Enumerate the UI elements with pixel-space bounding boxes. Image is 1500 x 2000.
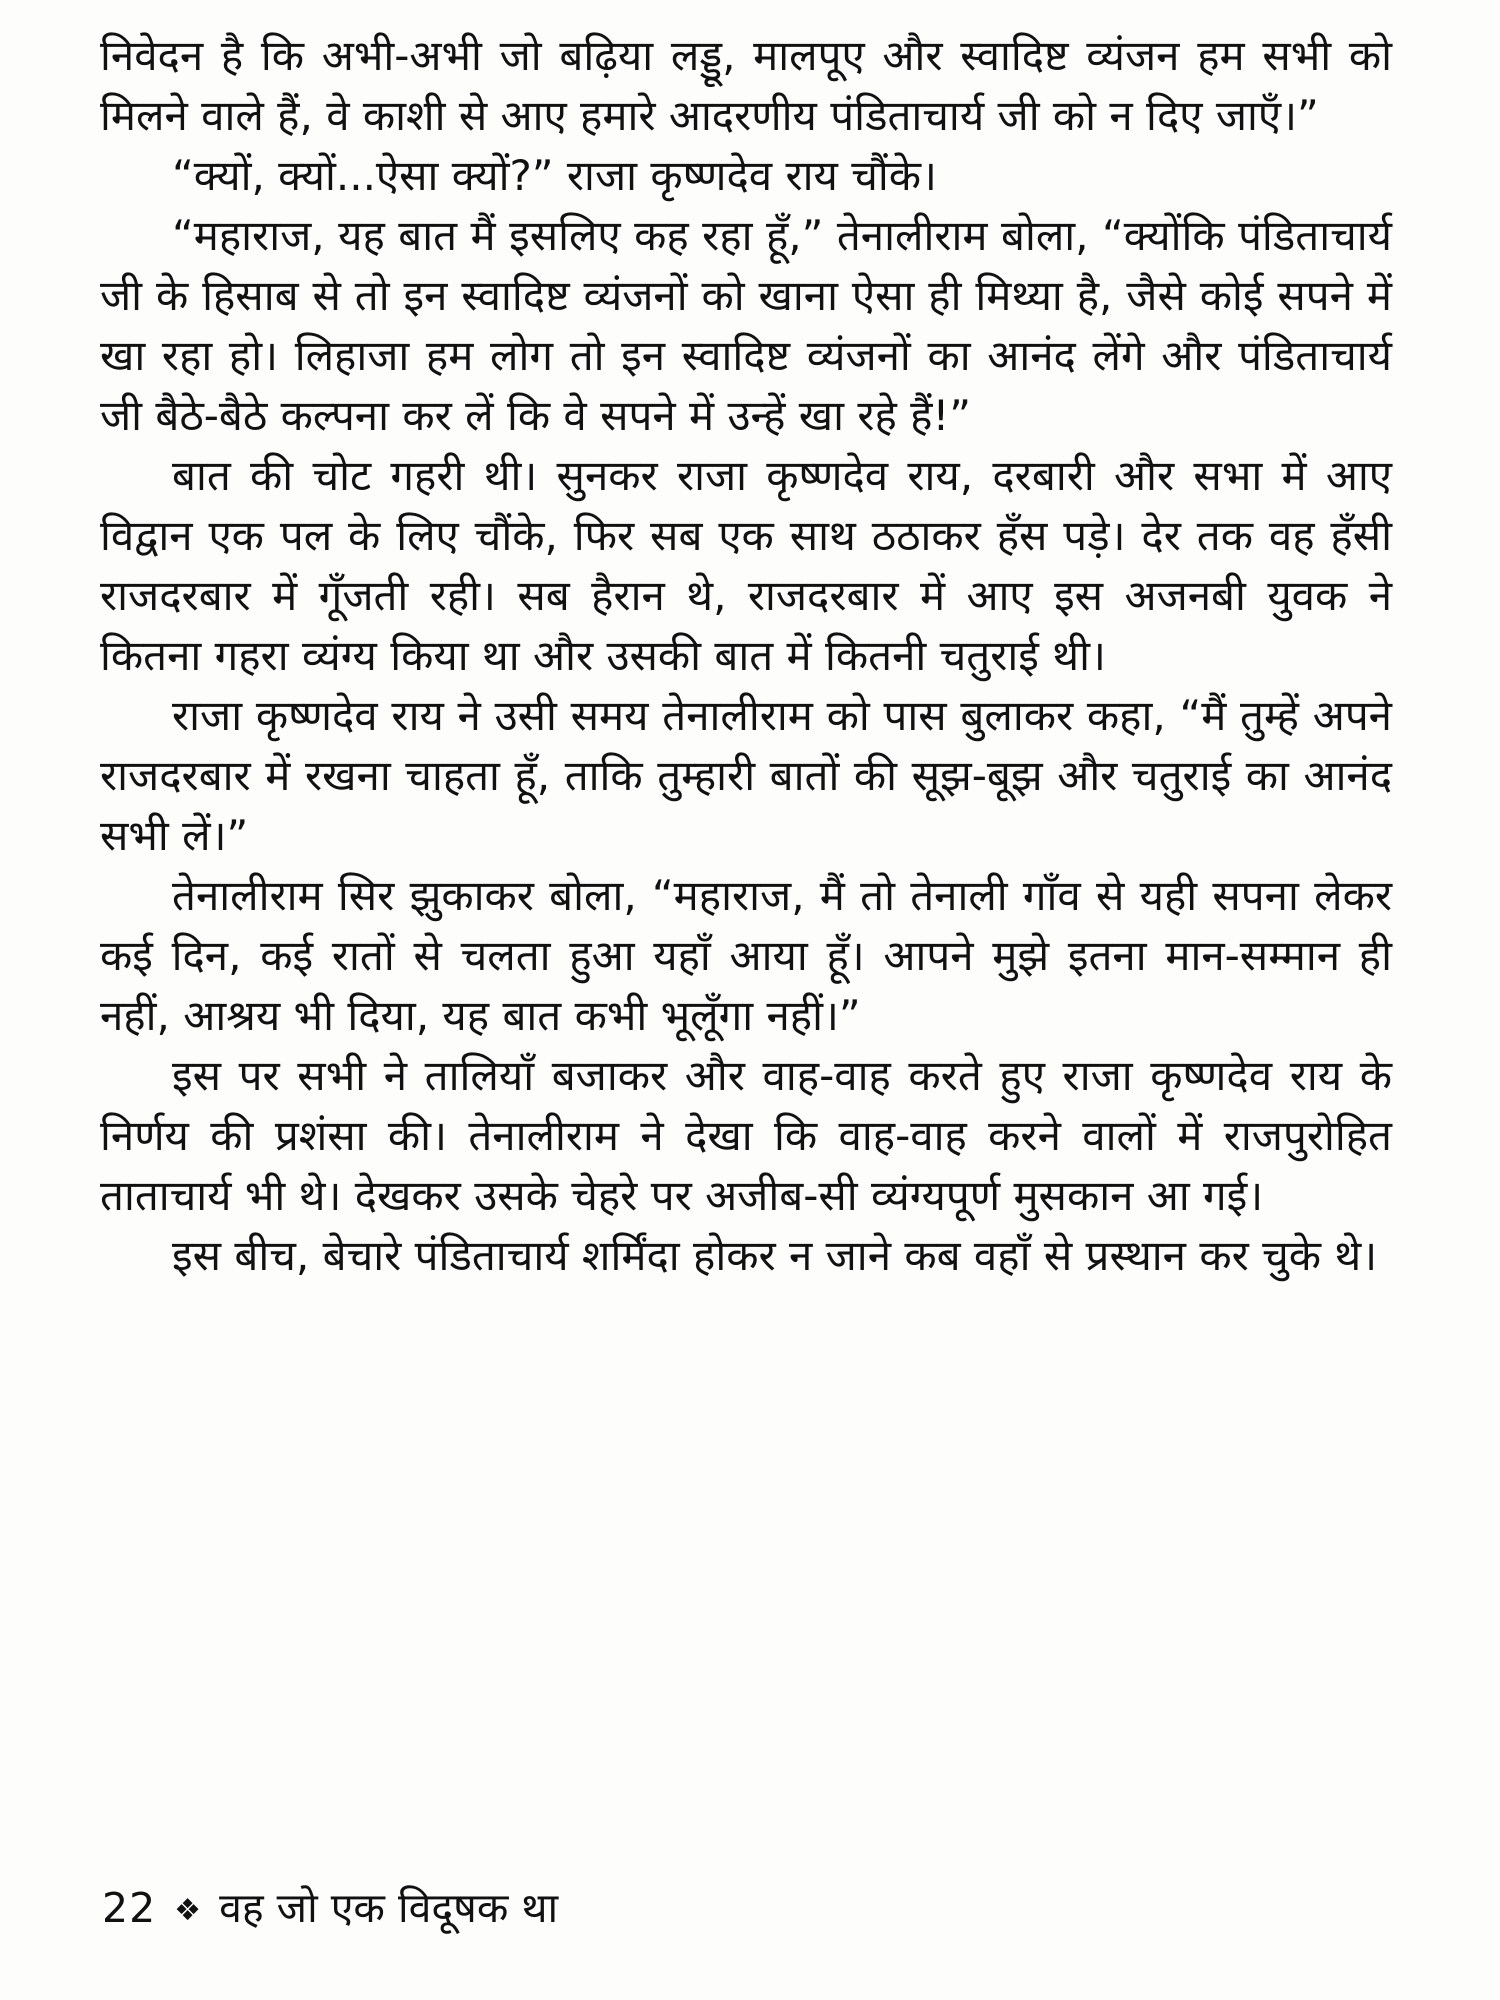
running-footer-title: वह जो एक विदूषक था (219, 1884, 559, 1932)
page-text (100, 26, 1392, 1286)
paragraph: तेनालीराम सिर झुकाकर बोला, “महाराज, मैं तो तेनाली गाँव से यही सपना लेकर कई दिन, कई रातों से चलता हुआ यहाँ आया हूँ। आपने मुझे इतना मान-सम्मान ही नहीं, आश्रय भी दिया, यह बात कभी भूलूँगा नहीं।” (100, 871, 1392, 1040)
paragraph: इस पर सभी ने तालियाँ बजाकर और वाह-वाह करते हुए राजा कृष्णदेव राय के निर्णय की प्रशंसा की। तेनालीराम ने देखा कि वाह-वाह करने वालों में राजपुरोहित ताताचार्य भी थे। देखकर उसके चेहरे पर अजीब-सी व्यंग्यपूर्ण मुसकान आ गई। (100, 1051, 1392, 1220)
paragraph: बात की चोट गहरी थी। सुनकर राजा कृष्णदेव राय, दरबारी और सभा में आए विद्वान एक पल के लिए चौंके, फिर सब एक साथ ठठाकर हँस पड़े। देर तक वह हँसी राजदरबार में गूँजती रही। सब हैरान थे, राजदरबार में आए इस अजनबी युवक ने कितना गहरा व्यंग्य किया था और उसकी बात में कितनी चतुराई थी। (100, 451, 1392, 680)
page-number: 22 (102, 1884, 157, 1932)
paragraph: “क्यों, क्यों...ऐसा क्यों?” राजा कृष्णदेव राय चौंके। (172, 151, 937, 200)
paragraph: निवेदन है कि अभी-अभी जो बढ़िया लड्डू, मालपूए और स्वादिष्ट व्यंजन हम सभी को मिलने वाले हैं, वे काशी से आए हमारे आदरणीय पंडिताचार्य जी को न दिए जाएँ।” (100, 31, 1392, 140)
paragraph: इस बीच, बेचारे पंडिताचार्य शर्मिंदा होकर न जाने कब वहाँ से प्रस्थान कर चुके थे। (172, 1231, 1378, 1280)
page-footer (102, 1880, 558, 1936)
paragraph: राजा कृष्णदेव राय ने उसी समय तेनालीराम को पास बुलाकर कहा, “मैं तुम्हें अपने राजदरबार में रखना चाहता हूँ, ताकि तुम्हारी बातों की सूझ-बूझ और चतुराई का आनंद सभी लें।” (100, 691, 1392, 860)
diamond-separator-icon: ❖ (174, 1893, 202, 1928)
paragraph: “महाराज, यह बात मैं इसलिए कह रहा हूँ,” तेनालीराम बोला, “क्योंकि पंडिताचार्य जी के हिसाब से तो इन स्वादिष्ट व्यंजनों को खाना ऐसा ही मिथ्या है, जैसे कोई सपने में खा रहा हो। लिहाजा हम लोग तो इन स्वादिष्ट व्यंजनों का आनंद लेंगे और पंडिताचार्य जी बैठे-बैठे कल्पना कर लें कि वे सपने में उन्हें खा रहे हैं!” (100, 211, 1393, 440)
